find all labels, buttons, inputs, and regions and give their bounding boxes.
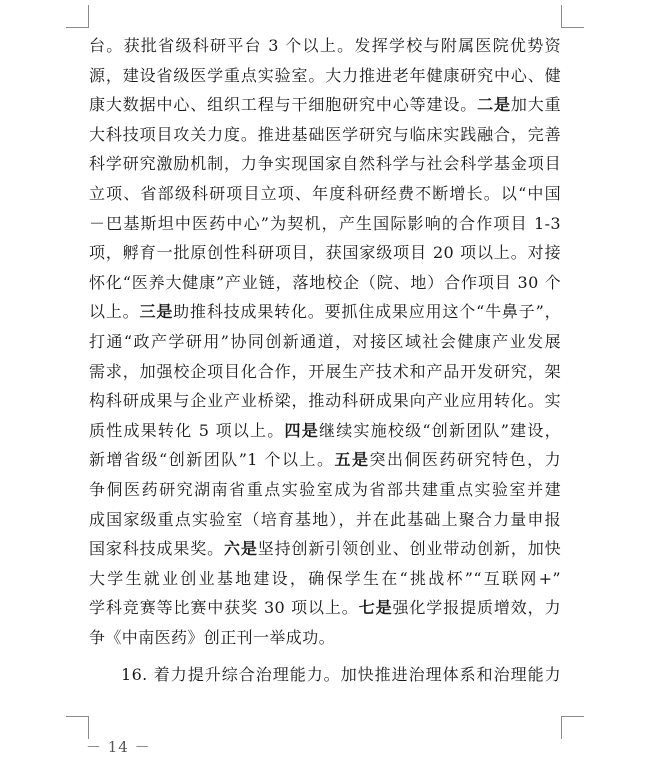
line-text: 科学研究激励机制，力争实现国家自然科学与社会科学基金项目 xyxy=(89,154,561,174)
bold-marker: 三是 xyxy=(139,302,174,322)
line-text: 打通“政产学研用”协同创新通道，对接区域社会健康产业发展 xyxy=(89,331,561,351)
line-text: －巴基斯坦中医药中心”为契机，产生国际影响的合作项目 1-3 xyxy=(89,213,561,233)
body-line xyxy=(89,120,561,150)
line-text: 继续实施校级“创新团队”建设， xyxy=(319,420,561,440)
heading-title: 着力提升综合治理能力。 xyxy=(153,665,341,685)
line-text: 台。获批省级科研平台 3 个以上。发挥学校与附属医院优势资 xyxy=(89,36,561,55)
body-line xyxy=(89,593,561,623)
bold-marker: 七是 xyxy=(358,598,393,618)
body-line xyxy=(89,357,561,387)
line-text: 争侗医药研究湖南省重点实验室成为省部共建重点实验室并建 xyxy=(89,479,561,499)
line-text: 质性成果转化 5 项以上。 xyxy=(89,420,285,440)
body-line xyxy=(89,386,561,416)
line-text: 大科技项目攻关力度。推进基础医学研究与临床实践融合，完善 xyxy=(89,124,561,144)
line-text: 国家科技成果奖。 xyxy=(89,539,224,559)
page-number: － 14 － xyxy=(86,738,151,756)
line-text: 立项、省部级科研项目立项、年度科研经费不断增长。以“中国 xyxy=(89,183,561,203)
line-text: 以上。 xyxy=(89,302,140,322)
line-text: 成国家级重点实验室（培育基地），并在此基础上聚合力量申报 xyxy=(89,509,561,529)
line-text: 突出侗医药研究特色，力 xyxy=(369,450,561,470)
body-line xyxy=(89,534,561,564)
body-line xyxy=(89,149,561,179)
line-text: 争《中南医药》创正刊一举成功。 xyxy=(89,627,336,647)
body-line xyxy=(89,238,561,268)
line-text: 构科研成果与企业产业桥梁，推动科研成果向产业应用转化。实 xyxy=(89,391,561,411)
body-line xyxy=(89,179,561,209)
body-line xyxy=(89,297,561,327)
line-text: 源，建设省级医学重点实验室。大力推进老年健康研究中心、健 xyxy=(89,65,561,85)
bold-marker: 二是 xyxy=(477,95,511,115)
body-line xyxy=(89,61,561,91)
line-text: 怀化“医养大健康”产业链，落地校企（院、地）合作项目 30 个 xyxy=(89,272,561,292)
line-text: 需求，加强校企项目化合作，开展生产技术和产品开发研究，架 xyxy=(89,361,561,381)
line-text: 加大重 xyxy=(510,95,561,115)
body-line xyxy=(89,209,561,239)
line-text: 项，孵育一批原创性科研项目，获国家级项目 20 项以上。对接 xyxy=(89,243,561,263)
crop-mark-top-left xyxy=(66,5,89,28)
bold-marker: 五是 xyxy=(334,450,370,470)
document-body xyxy=(89,31,561,690)
line-text: 学科竞赛等比赛中获奖 30 项以上。 xyxy=(89,598,359,618)
body-line xyxy=(89,31,561,61)
body-line xyxy=(89,505,561,535)
body-line xyxy=(89,623,561,653)
body-line xyxy=(89,268,561,298)
bold-marker: 四是 xyxy=(284,420,319,440)
crop-mark-top-right xyxy=(561,5,584,28)
heading-number: 16. xyxy=(121,665,148,685)
bold-marker: 六是 xyxy=(224,539,258,559)
line-text: 助推科技成果转化。要抓住成果应用这个“牛鼻子”， xyxy=(173,302,561,322)
crop-mark-bottom-right xyxy=(561,716,584,739)
body-line xyxy=(89,564,561,594)
body-line xyxy=(89,90,561,120)
body-line xyxy=(89,327,561,357)
line-text: 强化学报提质增效，力 xyxy=(392,598,561,618)
section-heading-line xyxy=(89,660,561,690)
body-line xyxy=(89,475,561,505)
body-line xyxy=(89,416,561,446)
line-text: 坚持创新引领创业、创业带动创新，加快 xyxy=(257,539,561,559)
line-text: 康大数据中心、组织工程与干细胞研究中心等建设。 xyxy=(89,95,478,115)
heading-continuation: 加快推进治理体系和治理能力 xyxy=(340,665,561,685)
body-line xyxy=(89,445,561,475)
line-text: 大学生就业创业基地建设，确保学生在“挑战杯”“互联网+” xyxy=(89,568,561,588)
line-text: 新增省级“创新团队”1 个以上。 xyxy=(89,450,335,470)
